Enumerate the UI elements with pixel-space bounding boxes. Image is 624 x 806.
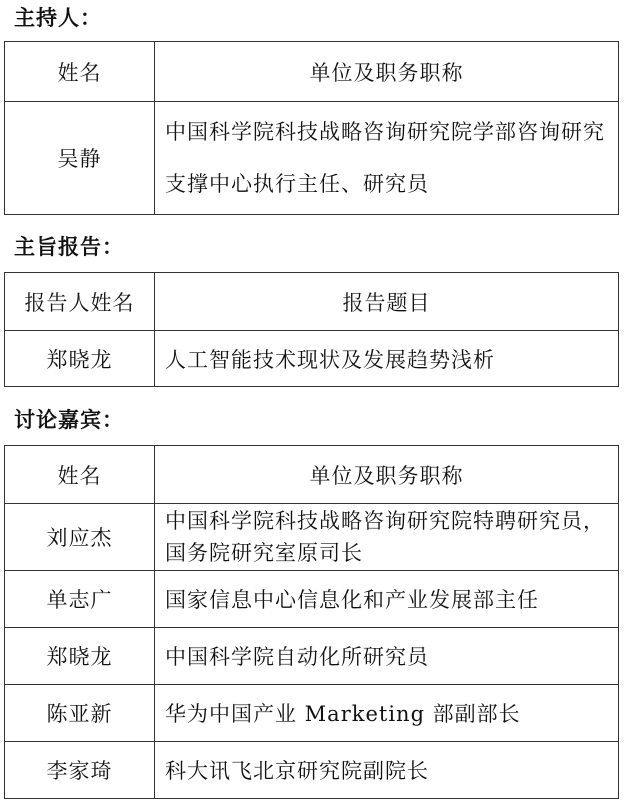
table-header-row	[5, 446, 619, 504]
keynote-table	[4, 272, 619, 387]
guest-info-cell: 科大讯飞北京研究院副院长	[155, 742, 619, 799]
guest-info-cell: 国家信息中心信息化和产业发展部主任	[155, 571, 619, 628]
table-row	[5, 571, 619, 628]
table-row	[5, 331, 619, 387]
table-header-row	[5, 42, 619, 102]
host-name-cell: 吴静	[5, 102, 155, 215]
speaker-name-cell: 郑晓龙	[5, 331, 155, 387]
table-row	[5, 685, 619, 742]
panel-heading: 讨论嘉宾：	[14, 408, 124, 432]
guest-name-cell: 陈亚新	[5, 685, 155, 742]
guest-name-cell: 李家琦	[5, 742, 155, 799]
table-row	[5, 102, 619, 215]
speaker-topic-cell: 人工智能技术现状及发展趋势浅析	[155, 331, 619, 387]
table-header-row	[5, 273, 619, 331]
header-cell-info: 单位及职务职称	[155, 42, 619, 102]
guest-info-cell: 中国科学院科技战略咨询研究院特聘研究员，国务院研究室原司长	[155, 504, 619, 571]
table-row	[5, 504, 619, 571]
guest-info-cell: 华为中国产业 Marketing 部副部长	[155, 685, 619, 742]
header-cell-info: 单位及职务职称	[155, 446, 619, 504]
header-cell-name: 姓名	[5, 42, 155, 102]
header-cell-speaker: 报告人姓名	[5, 273, 155, 331]
host-heading: 主持人：	[14, 6, 102, 30]
guest-info-cell: 中国科学院自动化所研究员	[155, 628, 619, 685]
header-cell-topic: 报告题目	[155, 273, 619, 331]
header-cell-name: 姓名	[5, 446, 155, 504]
keynote-heading: 主旨报告：	[14, 235, 124, 259]
host-table	[4, 41, 619, 215]
table-row	[5, 742, 619, 799]
host-info-cell: 中国科学院科技战略咨询研究院学部咨询研究支撑中心执行主任、研究员	[155, 102, 619, 215]
guest-name-cell: 郑晓龙	[5, 628, 155, 685]
panel-table	[4, 445, 619, 799]
table-row	[5, 628, 619, 685]
guest-name-cell: 单志广	[5, 571, 155, 628]
guest-name-cell: 刘应杰	[5, 504, 155, 571]
